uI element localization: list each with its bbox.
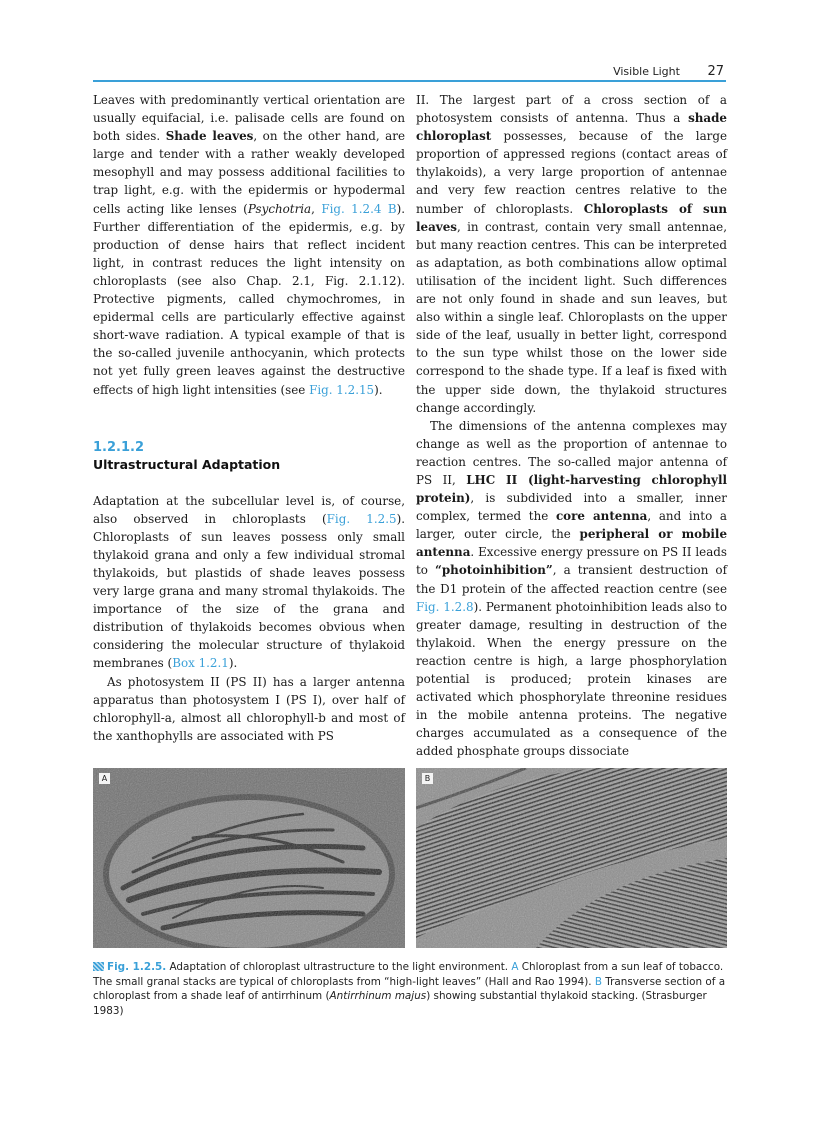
key-term: LHC II (light-harvesting chlorophyll protein) <box>416 472 727 506</box>
text-run: ). Permanent photoinhibition leads also to greater damage, resulting in destruction of the thylakoid. When the energy pressure on the reaction centre is high, a large phosphorylation potential is produced; protein kinases are activated which phosphorylate threonine residues in the mobile antenna proteins. The negative charges accumulated as a consequence of the added phosphate groups dissociate <box>416 599 727 759</box>
cross-reference-link[interactable]: Fig. 1.2.4 B <box>321 201 397 216</box>
caption-text: Adaptation of chloroplast ultrastructure to the light environment. <box>166 961 512 973</box>
paragraph-photosystem <box>93 673 405 745</box>
caption-text: Chloroplast from a sun leaf of tobacco. The small granal stacks are typical of chloroplasts from “high-light leaves” (Hall and Rao 1994). <box>93 961 724 988</box>
text-run: , on the other hand, are large and tender with a rather weakly developed mesophyll and may possess additional facilities to trap light, e.g. with the epidermis or hypodermal cells acting like lenses ( <box>93 129 405 216</box>
page-number: 27 <box>707 64 724 79</box>
running-title: Visible Light <box>613 65 680 78</box>
text-run: ). Chloroplasts of sun leaves possess only small thylakoid grana and only a few individual stromal thylakoids, but plastids of shade leaves possess very large grana and many stromal thylakoids. The importance of the size of the grana and distribution of thylakoids becomes obvious when considering the molecular structure of thylakoid membranes ( <box>93 511 405 671</box>
figure-marker-icon <box>93 962 104 971</box>
caption-species-name: Antirrhinum majus <box>329 990 427 1003</box>
text-run: II. The largest part of a cross section of a photosystem consists of antenna. Thus a <box>416 93 727 126</box>
section-spacer <box>93 399 405 439</box>
key-term: Chloroplasts of sun leaves <box>416 201 727 234</box>
section-title: Ultrastructural Adaptation <box>93 456 281 472</box>
key-term: core antenna <box>555 509 648 524</box>
running-head <box>613 64 724 79</box>
figure-label: Fig. 1.2.5. <box>107 961 167 973</box>
key-term: Shade leaves <box>165 129 254 144</box>
panel-label-b: B <box>422 773 433 784</box>
cross-reference-link[interactable]: Fig. 1.2.15 <box>309 382 375 397</box>
panel-label-a: A <box>99 773 110 784</box>
shade-chloroplast-micrograph <box>416 768 727 948</box>
right-column <box>416 91 727 760</box>
text-run: , is subdivided into a smaller, inner complex, termed the <box>416 491 727 524</box>
paragraph-subcellular-adaptation <box>93 492 405 673</box>
section-spacer <box>93 474 405 492</box>
micrograph-panel-a <box>93 768 405 948</box>
cross-reference-link[interactable]: Box 1.2.1 <box>172 656 229 671</box>
text-run: Adaptation at the subcellular level is, of course, also observed in chloroplasts ( <box>93 493 405 526</box>
text-run: ). <box>374 382 383 397</box>
paragraph-shade-leaves <box>93 91 405 399</box>
paragraph-antenna-complexes <box>416 417 727 761</box>
text-run: . Excessive energy pressure on PS II leads to <box>416 545 727 578</box>
caption-text: Transverse section of a chloroplast from a shade leaf of antirrhinum ( <box>93 975 726 1003</box>
cross-reference-link[interactable]: Fig. 1.2.8 <box>416 599 474 614</box>
text-run: As photosystem II (PS II) has a larger antenna apparatus than photosystem I (PS I), over half of chlorophyll-a, almost all chlorophyll-b and most of the xanthophylls are associated with PS <box>93 674 405 743</box>
text-run: , <box>311 201 322 216</box>
text-run: , and into a larger, outer circle, the <box>416 509 728 542</box>
species-name: Psychotria <box>247 201 312 216</box>
header-rule <box>93 80 726 82</box>
figure-caption <box>93 960 727 1018</box>
text-run: possesses, because of the large proportion of appressed regions (contact areas of thylakoids), a very large proportion of antennae and very few reaction centres relative to the number of chloroplasts. <box>416 129 727 216</box>
text-run: ). Further differentiation of the epidermis, e.g. by production of dense hairs that reflect incident light, in contrast reduces the light intensity on chloroplasts (see also Chap. 2.1, Fig. 2.1.12). Protective pigments, called chymochromes, in epidermal cells are particularly effective against short-wave radiation. A typical example of that is the so-called juvenile anthocyanin, which protects not yet fully green leaves against the destructive effects of high light intensities (see <box>93 201 405 397</box>
section-number: 1.2.1.2 <box>93 439 144 455</box>
text-run: Leaves with predominantly vertical orientation are usually equifacial, i.e. palisade cells are found on both sides. <box>93 93 405 144</box>
cross-reference-link[interactable]: Fig. 1.2.5 <box>326 511 397 526</box>
paragraph-shade-chloroplast <box>416 91 727 417</box>
sun-chloroplast-micrograph <box>93 768 405 948</box>
micrograph-panel-b <box>416 768 727 948</box>
key-term: peripheral or mobile antenna <box>416 527 728 560</box>
text-run: , in contrast, contain very small antennae, but many reaction centres. This can be interpreted as adaptation, as both combinations allow optimal utilisation of the incident light. Such differences are not only found in shade and sun leaves, but also within a single leaf. Chloroplasts on the upper side of the leaf, usually in better light, correspond to the sun type whilst those on the lower side correspond to the shade type. If a leaf is fixed with the upper side down, the thylakoid structures change accordingly. <box>416 219 727 415</box>
text-run: ). <box>228 656 238 671</box>
key-term: “photoinhibition” <box>435 563 553 578</box>
caption-text: ) showing substantial thylakoid stacking. (Strasburger 1983) <box>93 990 707 1017</box>
caption-panel-b-ref: B <box>594 975 602 988</box>
text-run: The dimensions of the antenna complexes may change as well as the proportion of antennae to reaction centres. The so-called major antenna of PS II, <box>416 418 727 487</box>
left-column <box>93 91 405 745</box>
text-run: , a transient destruction of the D1 protein of the affected reaction centre (see <box>416 563 727 596</box>
caption-panel-a-ref: A <box>511 961 519 973</box>
key-term: shade chloroplast <box>416 111 727 144</box>
